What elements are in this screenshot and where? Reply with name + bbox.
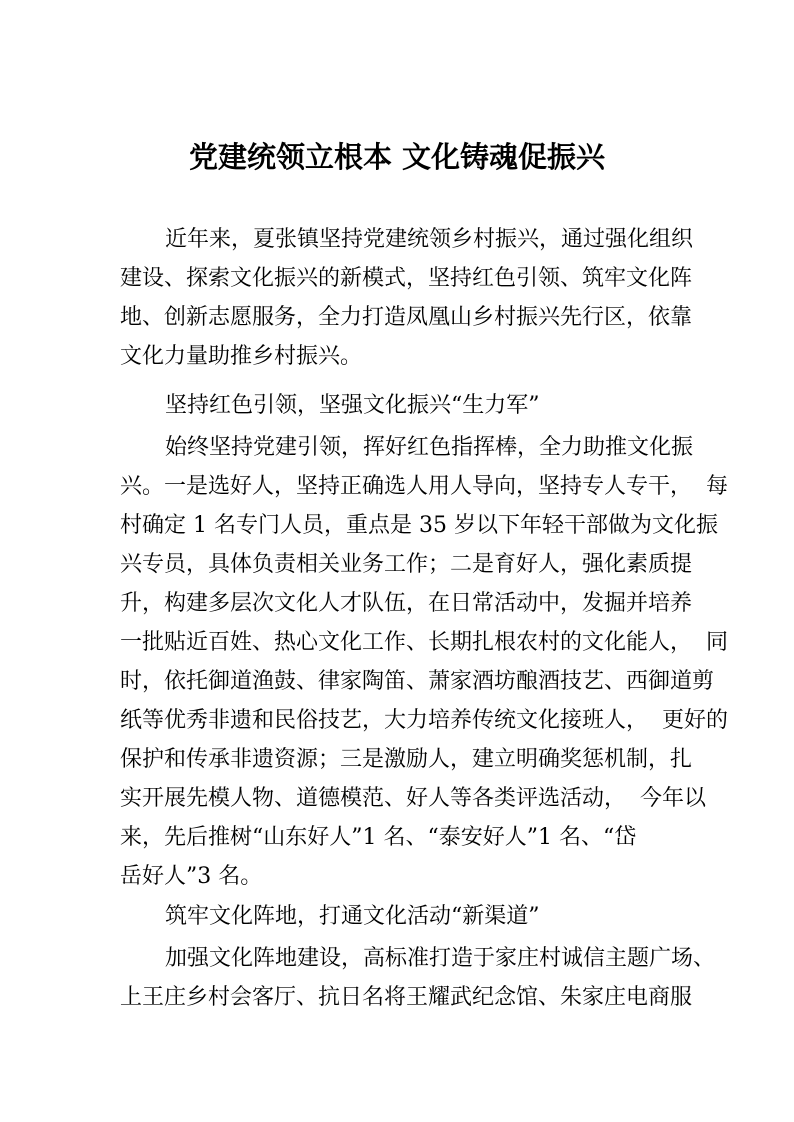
paragraph-line: 上王庄乡村会客厅、抗日名将王耀武纪念馆、朱家庄电商服 — [120, 985, 693, 1010]
section-heading: 筑牢文化阵地，打通文化活动“新渠道” — [165, 904, 540, 929]
paragraph-line: 纸等优秀非遗和民俗技艺，大力培养传统文化接班人， 更好的 — [120, 708, 728, 733]
section-heading: 坚持红色引领，坚强文化振兴“生力军” — [165, 393, 540, 418]
paragraph-line: 一批贴近百姓、热心文化工作、长期扎根农村的文化能人， 同 — [120, 630, 728, 655]
paragraph-line: 实开展先模人物、道德模范、好人等各类评选活动， 今年以 — [120, 786, 706, 811]
paragraph-line: 近年来，夏张镇坚持党建统领乡村振兴，通过强化组织 — [165, 227, 694, 252]
document-title: 党建统领立根本 文化铸魂促振兴 — [188, 140, 606, 174]
paragraph-line: 岳好人”3 名。 — [120, 864, 263, 889]
paragraph-line: 来，先后推树“山东好人”1 名、“泰安好人”1 名、“岱 — [120, 825, 637, 850]
paragraph-line: 时，依托御道渔鼓、律家陶笛、萧家酒坊酿酒技艺、西御道剪 — [120, 669, 715, 694]
paragraph-line: 始终坚持党建引领，挥好红色指挥棒，全力助推文化振 — [165, 435, 694, 460]
paragraph-line: 文化力量助推乡村振兴。 — [120, 344, 363, 369]
paragraph-line: 地、创新志愿服务，全力打造凤凰山乡村振兴先行区，依靠 — [120, 305, 693, 330]
paragraph-line: 加强文化阵地建设，高标准打造于家庄村诚信主题广场、 — [165, 946, 716, 971]
paragraph-line: 保护和传承非遗资源；三是激励人，建立明确奖惩机制，扎 — [120, 747, 693, 772]
paragraph-line: 兴。一是选好人，坚持正确选人用人导向，坚持专人专干， 每 — [120, 474, 728, 499]
paragraph-line: 建设、探索文化振兴的新模式，坚持红色引领、筑牢文化阵 — [120, 266, 693, 291]
paragraph-line: 村确定 1 名专门人员，重点是 35 岁以下年轻干部做为文化振 — [120, 513, 718, 538]
paragraph-line: 兴专员，具体负责相关业务工作；二是育好人，强化素质提 — [120, 552, 693, 577]
paragraph-line: 升，构建多层次文化人才队伍，在日常活动中，发掘并培养 — [120, 591, 693, 616]
